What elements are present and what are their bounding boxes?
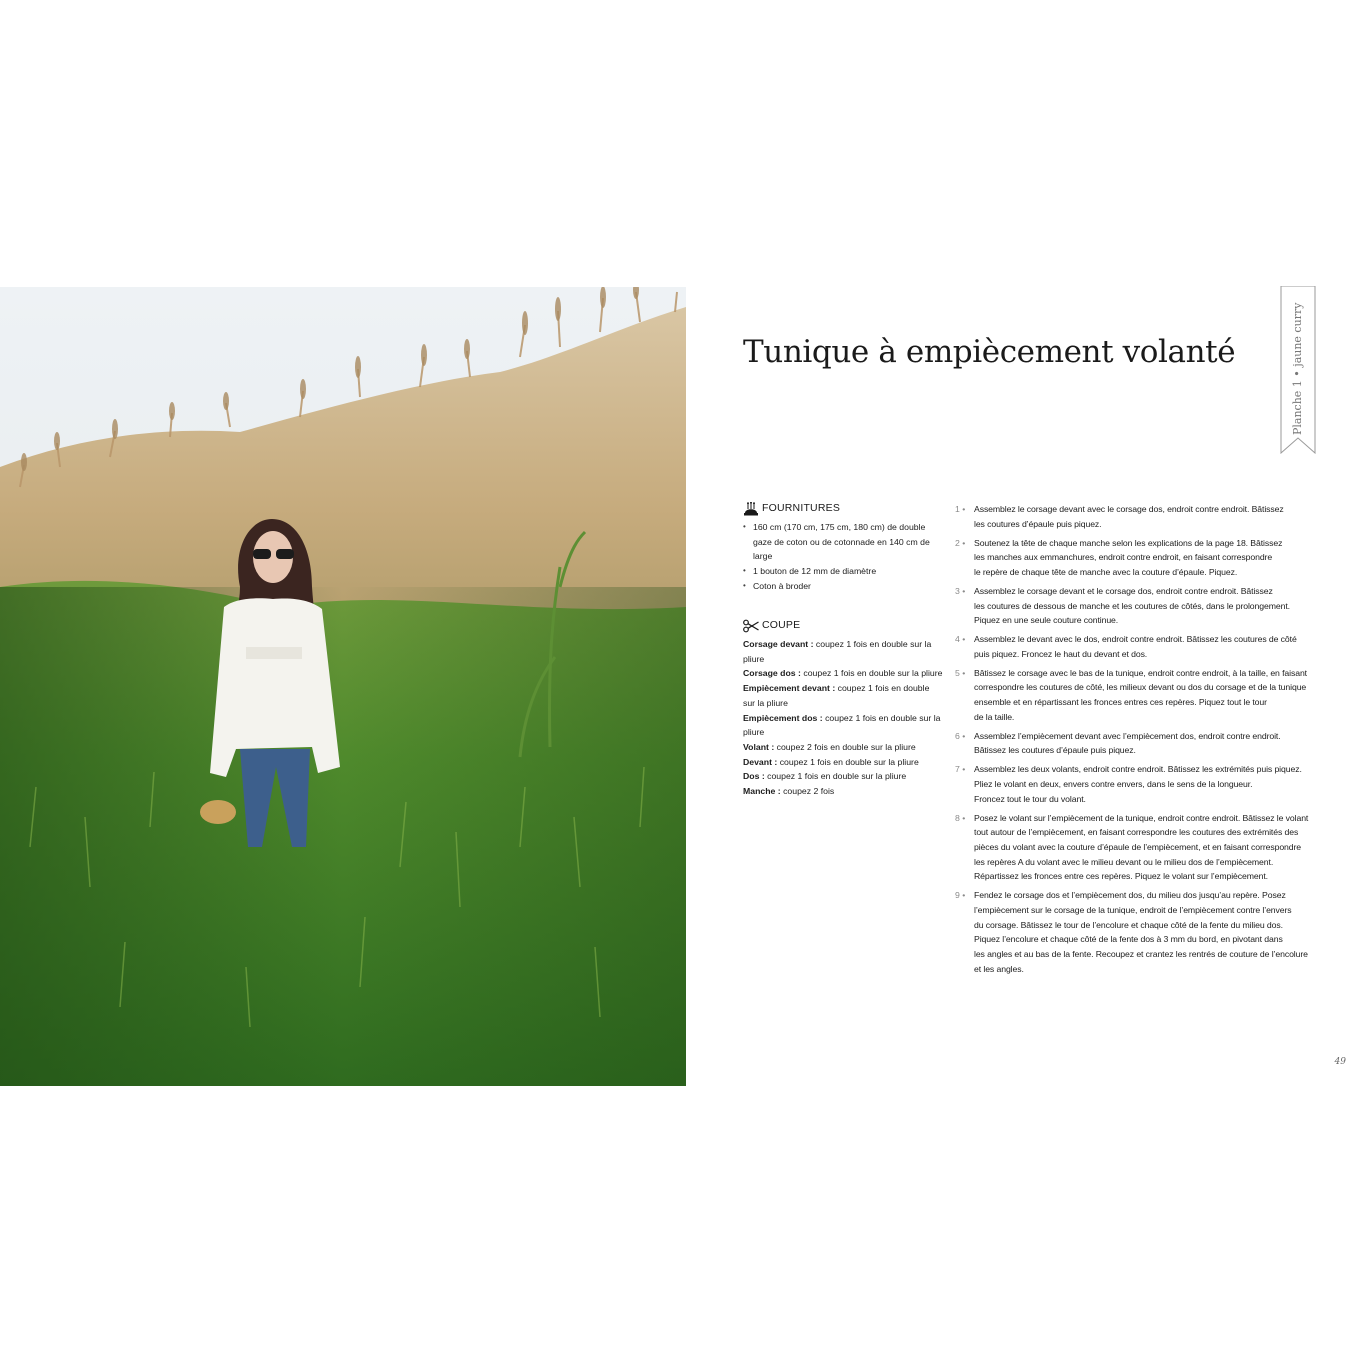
page-title: Tunique à empiècement volanté [743,334,1236,370]
step-7 [955,762,1315,806]
step-text: Assemblez l’empiècement devant avec l’empiècement dos, endroit contre endroit. Bâtissez les coutures d’épaule puis piquez. [974,730,1281,756]
step-2 [955,536,1315,580]
step-number: 7 • [955,764,966,775]
step-text: Fendez le corsage dos et l’empiècement dos, du milieu dos jusqu’au repère. Posez l’empiècement sur le corsage de la tunique, endroit de l’empiècement contre l’envers du corsage. Bâtissez le tour de l’encolure et chaque côté de la fente du milieu dos. Piquez l’encolure et chaque côté de la fente dos à 3 mm du bord, en pivotant dans les angles et au bas de la fente. Recoupez et crantez les rentrés de couture de l’encolure et les angles. [974,890,1308,974]
step-number: 5 • [955,667,966,678]
step-text: Assemblez le devant avec le dos, endroit contre endroit. Bâtissez les coutures de côté puis piquez. Froncez le haut du devant et dos. [974,634,1297,659]
list-item: Volant : coupez 2 fois en double sur la pliure [743,741,916,752]
step-number: 6 • [955,730,966,741]
step-6 [955,729,1315,758]
list-item: Manche : coupez 2 fois [743,786,835,797]
list-item: • 160 cm (170 cm, 175 cm, 180 cm) de double gaze de coton ou de cotonnade en 140 cm de large [743,520,933,564]
list-item: Empiècement devant : coupez 1 fois en double sur la pliure [743,683,930,708]
step-number: 8 • [955,812,966,823]
list-item: Corsage devant : coupez 1 fois en double sur la pliure [743,639,932,664]
list-item: • 1 bouton de 12 mm de diamètre [743,564,933,579]
materials-heading: FOURNITURES [762,502,841,514]
list-item: Corsage dos : coupez 1 fois en double sur la pliure [743,668,943,679]
list-item: Devant : coupez 1 fois en double sur la pliure [743,756,919,767]
step-number: 2 • [955,537,966,548]
step-text: Assemblez le corsage devant et le corsage dos, endroit contre endroit. Bâtissez les coutures de dessous de manche et les coutures de côtés, dans le prolongement. Piquez en une seule couture continue. [974,585,1290,626]
list-item: Dos : coupez 1 fois en double sur la pliure [743,771,907,782]
scissors-icon [743,618,759,632]
step-1 [955,502,1315,531]
step-text: Posez le volant sur l’empiècement de la tunique, endroit contre endroit. Bâtissez le volant tout autour de l’empiècement, en faisant correspondre les coutures des extrémités des pièces du volant avec la couture d’épaule de l’empiècement, et en faisant correspondre les repères A du volant avec le milieu devant ou le milieu dos de l’empiècement. Répartissez les fronces entre ces repères. Piquez le volant sur l’empiècement. [974,812,1309,882]
instruction-steps [955,502,1315,981]
step-5 [955,666,1315,725]
step-text: Bâtissez le corsage avec le bas de la tunique, endroit contre endroit, à la taille, en faisant correspondre les coutures de côté, les milieux devant ou dos du corsage et de la tunique ensemble et en répartissant les fronces entres ces repères. Piquez tout le tour de la taille. [974,667,1307,722]
ribbon-label: Planche 1 • jaune curry [1291,302,1304,435]
step-number: 3 • [955,585,966,596]
materials-section [743,500,933,594]
cutting-list [743,637,943,799]
step-9 [955,888,1315,976]
cutting-heading: COUPE [762,619,801,631]
step-3 [955,584,1315,628]
pincushion-icon [743,501,759,515]
step-text: Soutenez la tête de chaque manche selon les explications de la page 18. Bâtissez les manches aux emmanchures, endroit contre endroit, en faisant correspondre le repère de chaque tête de manche avec la couture d’épaule. Piquez. [974,537,1283,577]
chapter-ribbon [1280,286,1316,454]
materials-list [743,520,933,594]
page-number: 49 [1334,1057,1346,1067]
step-text: Assemblez le corsage devant avec le corsage dos, endroit contre endroit. Bâtissez les coutures d’épaule puis piquez. [974,504,1284,529]
model-photo [0,287,686,1086]
step-4 [955,632,1315,661]
step-text: Assemblez les deux volants, endroit contre endroit. Bâtissez les extrémités puis piquez. Pliez le volant en deux, envers contre envers, dans le sens de la longueur. Froncez tout le tour du volant. [974,764,1302,804]
step-8 [955,811,1315,885]
cutting-section [743,617,943,799]
step-number: 4 • [955,634,966,645]
list-item: Empiècement dos : coupez 1 fois en double sur la pliure [743,712,941,738]
list-item: • Coton à broder [743,579,933,594]
step-number: 1 • [955,504,966,514]
step-number: 9 • [955,890,966,901]
